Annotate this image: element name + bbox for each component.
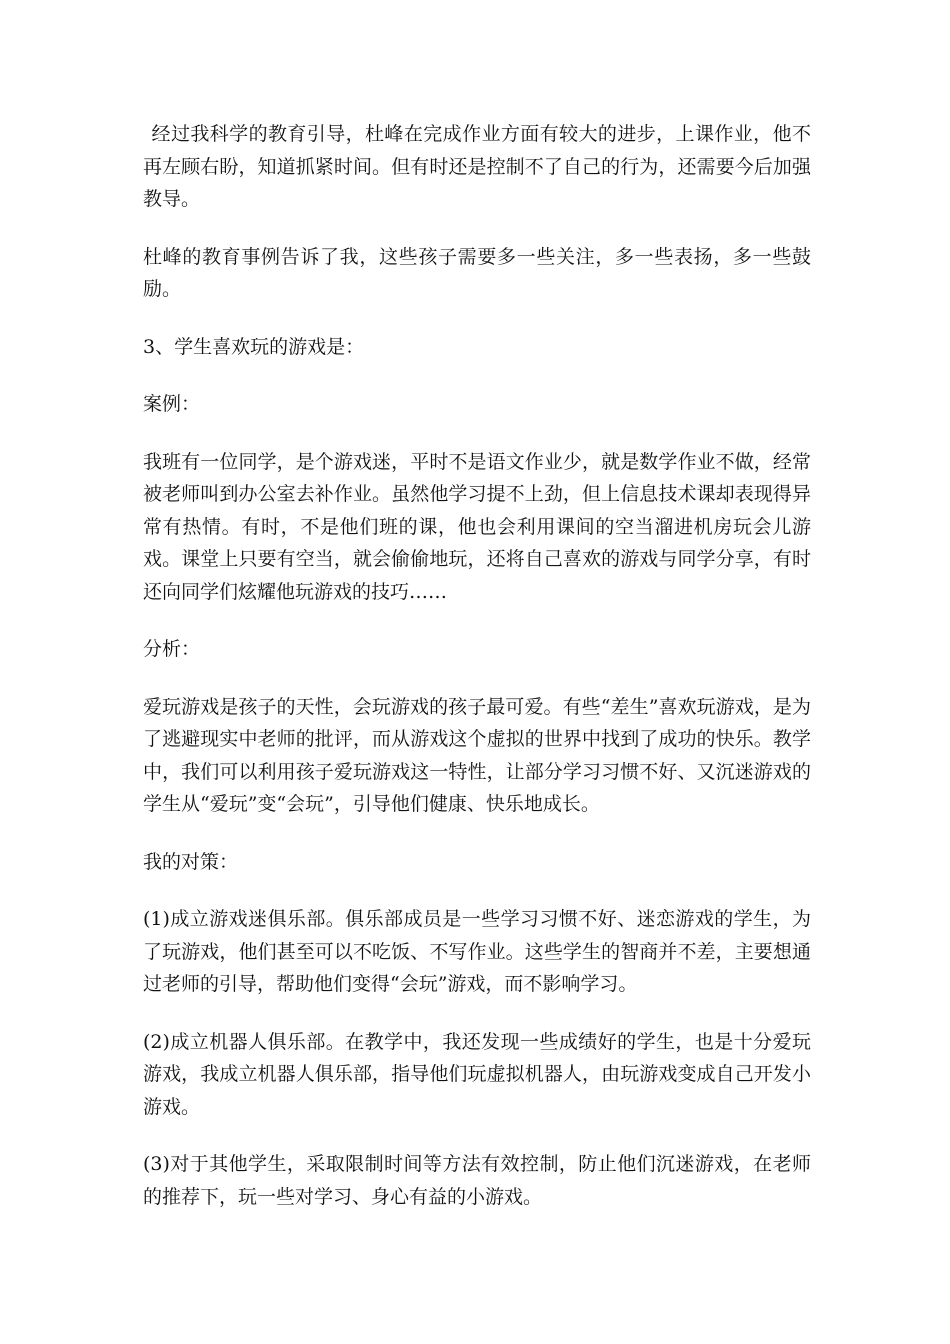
label-strategy: 我的对策： — [143, 850, 239, 873]
label-analysis: 分析： — [143, 638, 201, 660]
paragraph-analysis: 爱玩游戏是孩子的天性，会玩游戏的孩子最可爱。有些“差生”喜欢玩游戏，是为了逃避现实中老师的批评，而从游戏这个虚拟的世界中找到了成功的快乐。教学中，我们可以利用孩子爱玩游戏这一特性，让部分学习习惯不好、又沉迷游戏的学生从“爱玩”变“会玩”，引导他们健康、快乐地成长。 — [143, 695, 811, 815]
label-case: 案例： — [143, 393, 201, 415]
paragraph-case: 我班有一位同学，是个游戏迷，平时不是语文作业少，就是数学作业不做，经常被老师叫到办公室去补作业。虽然他学习提不上劲，但上信息技术课却表现得异常有热情。有时，不是他们班的课，他也会利用课间的空当溜进机房玩会儿游戏。课堂上只要有空当，就会偷偷地玩，还将自己喜欢的游戏与同学分享，有时还向同学们炫耀他玩游戏的技巧…… — [143, 450, 811, 603]
strategy-item-1: (1)成立游戏迷俱乐部。俱乐部成员是一些学习习惯不好、迷恋游戏的学生，为了玩游戏，他们甚至可以不吃饭、不写作业。这些学生的智商并不差，主要想通过老师的引导，帮助他们变得“会玩”游戏，而不影响学习。 — [143, 908, 811, 995]
paragraph-progress: 经过我科学的教育引导，杜峰在完成作业方面有较大的进步，上课作业，他不再左顾右盼，知道抓紧时间。但有时还是控制不了自己的行为，还需要今后加强教导。 — [143, 123, 811, 210]
paragraph-lesson: 杜峰的教育事例告诉了我，这些孩子需要多一些关注，多一些表扬，多一些鼓励。 — [143, 245, 811, 300]
document-body — [143, 118, 811, 1238]
strategy-item-3: (3)对于其他学生，采取限制时间等方法有效控制，防止他们沉迷游戏，在老师的推荐下，玩一些对学习、身心有益的小游戏。 — [143, 1153, 811, 1208]
section-heading-games: 3、学生喜欢玩的游戏是： — [143, 335, 365, 358]
strategy-item-2: (2)成立机器人俱乐部。在教学中，我还发现一些成绩好的学生，也是十分爱玩游戏，我成立机器人俱乐部，指导他们玩虚拟机器人，由玩游戏变成自己开发小游戏。 — [143, 1030, 811, 1118]
